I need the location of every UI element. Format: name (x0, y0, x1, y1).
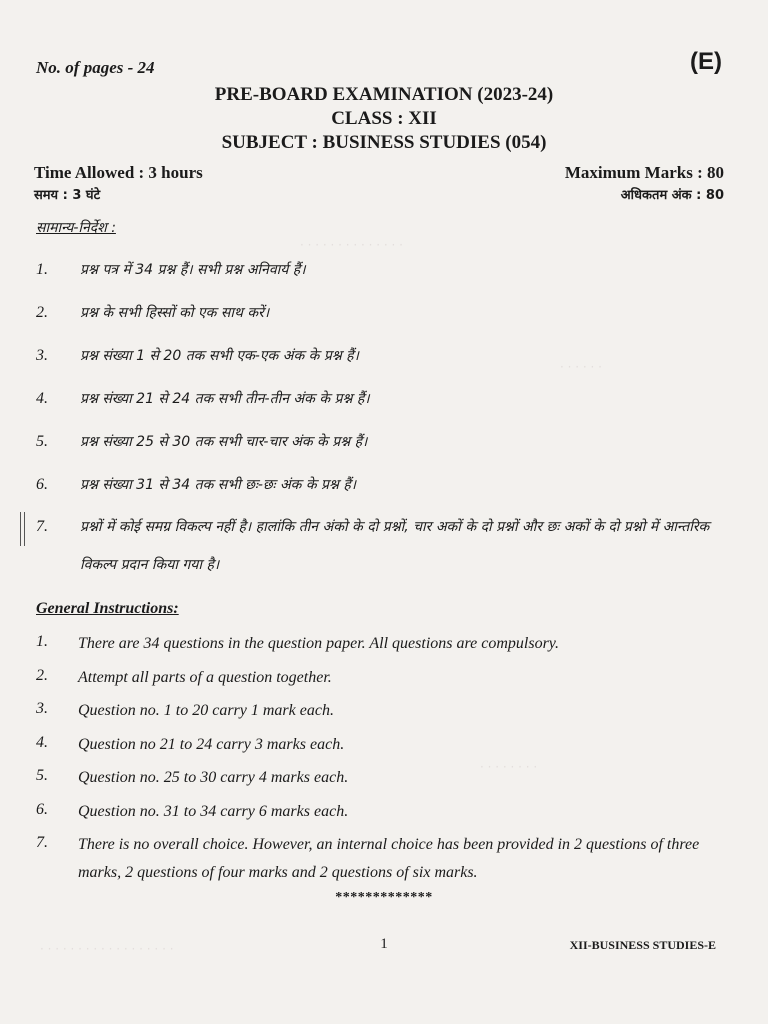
hindi-instructions-list (36, 258, 736, 598)
subject-line: SUBJECT : BUSINESS STUDIES (054) (221, 132, 547, 153)
general-instructions-heading: General Instructions: (36, 600, 179, 617)
list-item (36, 697, 736, 731)
time-allowed-hindi: समय : 3 घंटे (34, 188, 101, 203)
item-text: Question no. 25 to 30 carry 4 marks each. (78, 769, 349, 786)
item-number: 5. (36, 433, 48, 450)
page-number: 1 (380, 936, 388, 952)
item-text: प्रश्न संख्या 21 से 24 तक सभी तीन-तीन अंक के प्रश्न हैं। (80, 391, 370, 407)
item-text: प्रश्न संख्या 25 से 30 तक सभी चार-चार अंक के प्रश्न हैं। (80, 434, 368, 450)
list-item (36, 387, 736, 430)
end-stars: ************* (335, 890, 433, 905)
item-number: 6. (36, 800, 48, 818)
list-item (36, 508, 736, 590)
margin-mark (20, 512, 25, 546)
item-text: प्रश्न पत्र में 34 प्रश्न हैं। सभी प्रश्न अनिवार्य हैं। (80, 262, 306, 278)
item-text: प्रश्न संख्या 1 से 20 तक सभी एक-एक अंक के प्रश्न हैं। (80, 348, 359, 364)
item-number: 1. (36, 261, 48, 278)
item-number: 2. (36, 304, 48, 321)
bleed-through-text: · · · · · · · · (480, 760, 538, 774)
item-number: 4. (36, 733, 48, 751)
series-code: (E) (690, 48, 722, 75)
item-number: 3. (36, 347, 48, 364)
list-item (36, 430, 736, 473)
list-item (36, 764, 736, 798)
item-text: There are 34 questions in the question paper. All questions are compulsory. (78, 635, 560, 652)
item-number: 7. (36, 518, 48, 535)
exam-title: PRE-BOARD EXAMINATION (2023-24) (214, 84, 554, 105)
item-text: There is no overall choice. However, an internal choice has been provided in 2 questions of three marks, 2 questions of four marks and 2 questions of six marks. (78, 836, 700, 881)
list-item (36, 798, 736, 832)
list-item (36, 301, 736, 344)
paper-code: XII-BUSINESS STUDIES-E (569, 938, 716, 952)
bleed-through-text: · · · · · · · · · · · · · · · · · · (40, 942, 174, 956)
item-text: Question no 21 to 24 carry 3 marks each. (78, 735, 345, 753)
item-text: Question no. 1 to 20 carry 1 mark each. (78, 702, 334, 719)
time-allowed: Time Allowed : 3 hours (34, 163, 203, 182)
list-item (36, 831, 736, 881)
list-item (36, 731, 736, 765)
maximum-marks-hindi: अधिकतम अंक : 80 (620, 188, 724, 203)
item-text: प्रश्न के सभी हिस्सों को एक साथ करें। (80, 305, 270, 321)
general-instructions-list (36, 630, 736, 881)
item-number: 7. (36, 834, 48, 851)
item-number: 1. (36, 633, 48, 650)
hindi-instructions-heading: सामान्य-निर्देश : (36, 220, 116, 236)
item-number: 3. (36, 700, 48, 717)
item-text: Question no. 31 to 34 carry 6 marks each. (78, 802, 349, 820)
maximum-marks: Maximum Marks : 80 (564, 163, 724, 182)
item-text: प्रश्न संख्या 31 से 34 तक सभी छः-छः अंक के प्रश्न हैं। (80, 477, 357, 493)
list-item (36, 344, 736, 387)
list-item (36, 630, 736, 664)
list-item (36, 664, 736, 698)
list-item (36, 258, 736, 301)
item-text: Attempt all parts of a question together. (78, 668, 332, 686)
page-count: No. of pages - 24 (36, 58, 155, 77)
item-number: 2. (36, 666, 48, 684)
item-number: 6. (36, 476, 48, 493)
item-number: 4. (36, 390, 48, 407)
bleed-through-text: · · · · · · (560, 360, 602, 374)
bleed-through-text: · · · · · · · · · · · · · · (300, 238, 403, 252)
item-number: 5. (36, 767, 48, 784)
class-line: CLASS : XII (331, 108, 437, 129)
item-text: प्रश्नों में कोई समग्र विकल्प नहीं है। हालांकि तीन अंको के दो प्रश्नों, चार अकों के दो प्रश्नों और छः अकों के दो प्रश्नो में आन्तरिक विकल्प प्रदान किया गया है। (80, 519, 710, 573)
